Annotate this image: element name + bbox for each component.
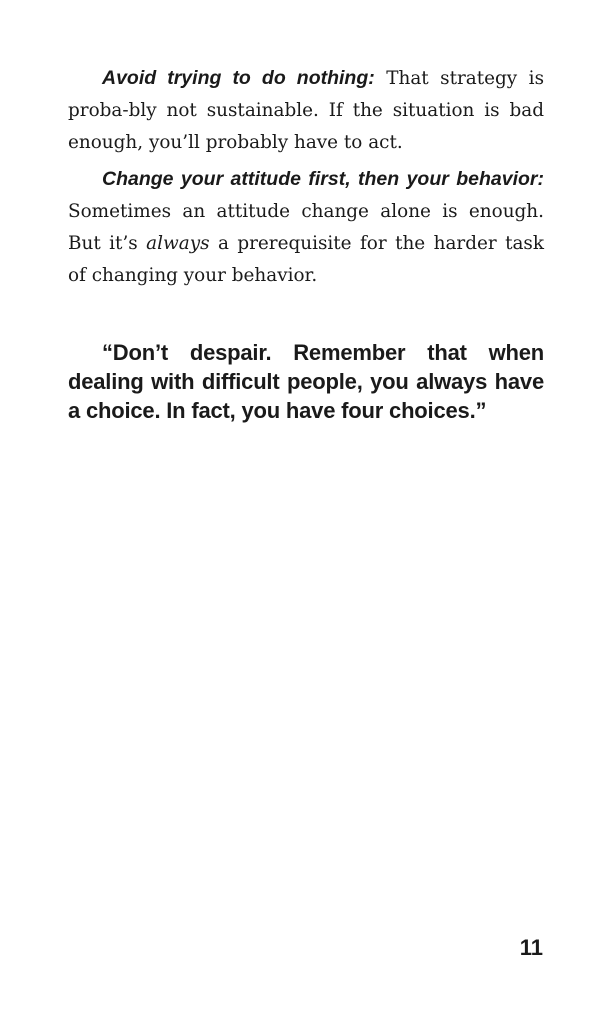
emphasis-text: always <box>146 233 210 254</box>
paragraph-change-attitude <box>68 163 544 292</box>
paragraph-avoid-nothing <box>68 62 544 159</box>
paragraph-text: Sometimes an attitude change alone is enough. But it’s <box>68 201 544 254</box>
page-number: 11 <box>519 935 543 960</box>
paragraph-lead: Avoid trying to do nothing: <box>102 67 375 89</box>
paragraph-text: That strategy is proba-bly not sustainable. If the situation is bad enough, you’ll probably have to act. <box>68 68 545 153</box>
paragraph-text: a prerequisite for the harder task of changing your behavior. <box>68 233 545 286</box>
pull-quote: “Don’t despair. Remember that when dealing with difficult people, you always have a choice. In fact, you have four choices.” <box>68 340 544 423</box>
page-body <box>68 62 544 425</box>
paragraph-lead: Change your attitude first, then your behavior: <box>102 168 544 190</box>
